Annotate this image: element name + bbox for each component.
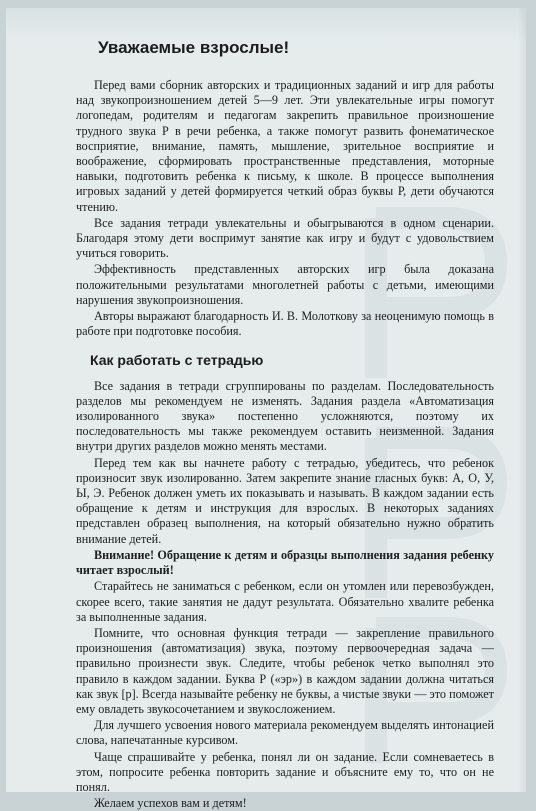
section-paragraph: Старайтесь не заниматься с ребенком, если он утомлен или перевозбужден, скорее всего, такие занятия не дадут результата. Обязательно хвалите ребенка за выполненные задания. — [76, 579, 494, 624]
section-paragraph: Все задания в тетради сгруппированы по разделам. Последовательность разделов мы рекомендуем не изменять. Задания раздела «Автоматизация изолированного звука» постепенно усложняются, поэтому их последовательность мы также рекомендуем оставить неизменной. Задания внутри других разделов можно менять местами. — [76, 378, 494, 454]
page-title: Уважаемые взрослые! — [98, 38, 290, 57]
closing-wish: Желаем успехов вам и детям! — [94, 796, 247, 811]
page-edge-shadow — [518, 8, 526, 792]
intro-paragraph: Перед вами сборник авторских и традиционных заданий и игр для работы над звукопроизношением детей 5—9 лет. Эти увлекательные игры помогут логопедам, родителям и педагогам закрепить правильное произношение трудного звука Р в речи ребенка, а также помогут развить фонематическое восприятие, внимание, память, мышление, зрительное восприятие и воображение, сформировать пространственные представления, моторные навыки, подготовить ребенка к письму, к школе. В процессе выполнения игровых заданий у детей формируется четкий образ буквы Р, дети обучаются чтению. — [76, 78, 494, 214]
section-paragraph: Для лучшего усвоения нового материала рекомендуем выделять интонацией слова, напечатанные курсивом. — [76, 718, 494, 748]
book-page — [6, 8, 526, 811]
main-text — [76, 78, 494, 811]
section-paragraph: Чаще спрашивайте у ребенка, понял ли он задание. Если сомневаетесь в этом, попросите ребенка повторить задание и объясните ему то, что он не понял. — [76, 749, 494, 794]
section-paragraph: Помните, что основная функция тетради — закрепление правильного произношения (автоматизация) звука, поэтому первоочередная задача — правильно произнести звук. Следите, чтобы ребенок четко выполнял это правило в каждом задании. Буква Р («эр») в каждом задании должна читаться как звук [р]. Всегда называйте ребенку не буквы, а чистые звуки — это поможет ему овладеть звукосочетанием и звукосложением. — [76, 625, 494, 716]
intro-paragraph: Все задания тетради увлекательны и обыгрываются в одном сценарии. Благодаря этому дети воспримут занятие как игру и будут с удовольствием учиться говорить. — [76, 215, 494, 261]
section-heading: Как работать с тетрадью — [90, 352, 264, 369]
page-top-band — [6, 8, 526, 42]
intro-paragraph: Эффективность представленных авторских игр была доказана положительными результатами многолетней работы с детьми, имеющими нарушения звукопроизношения. — [76, 262, 494, 307]
attention-note: Внимание! Обращение к детям и образцы выполнения задания ребенку читает взрослый! — [76, 547, 494, 578]
section-paragraph: Перед тем как вы начнете работу с тетрадью, убедитесь, что ребенок произносит звук изолированно. Затем закрепите знание гласных букв: А, О, У, Ы, Э. Ребенок должен уметь их показывать и называть. В каждом задании есть обращение к детям и инструкция для взрослых. В некоторых заданиях представлен образец выполнения, на который обязательно нужно обратить внимание детей. — [76, 455, 494, 546]
intro-paragraph: Авторы выражают благодарность И. В. Молоткову за неоценимую помощь в работе при подготовке пособия. — [76, 309, 494, 339]
